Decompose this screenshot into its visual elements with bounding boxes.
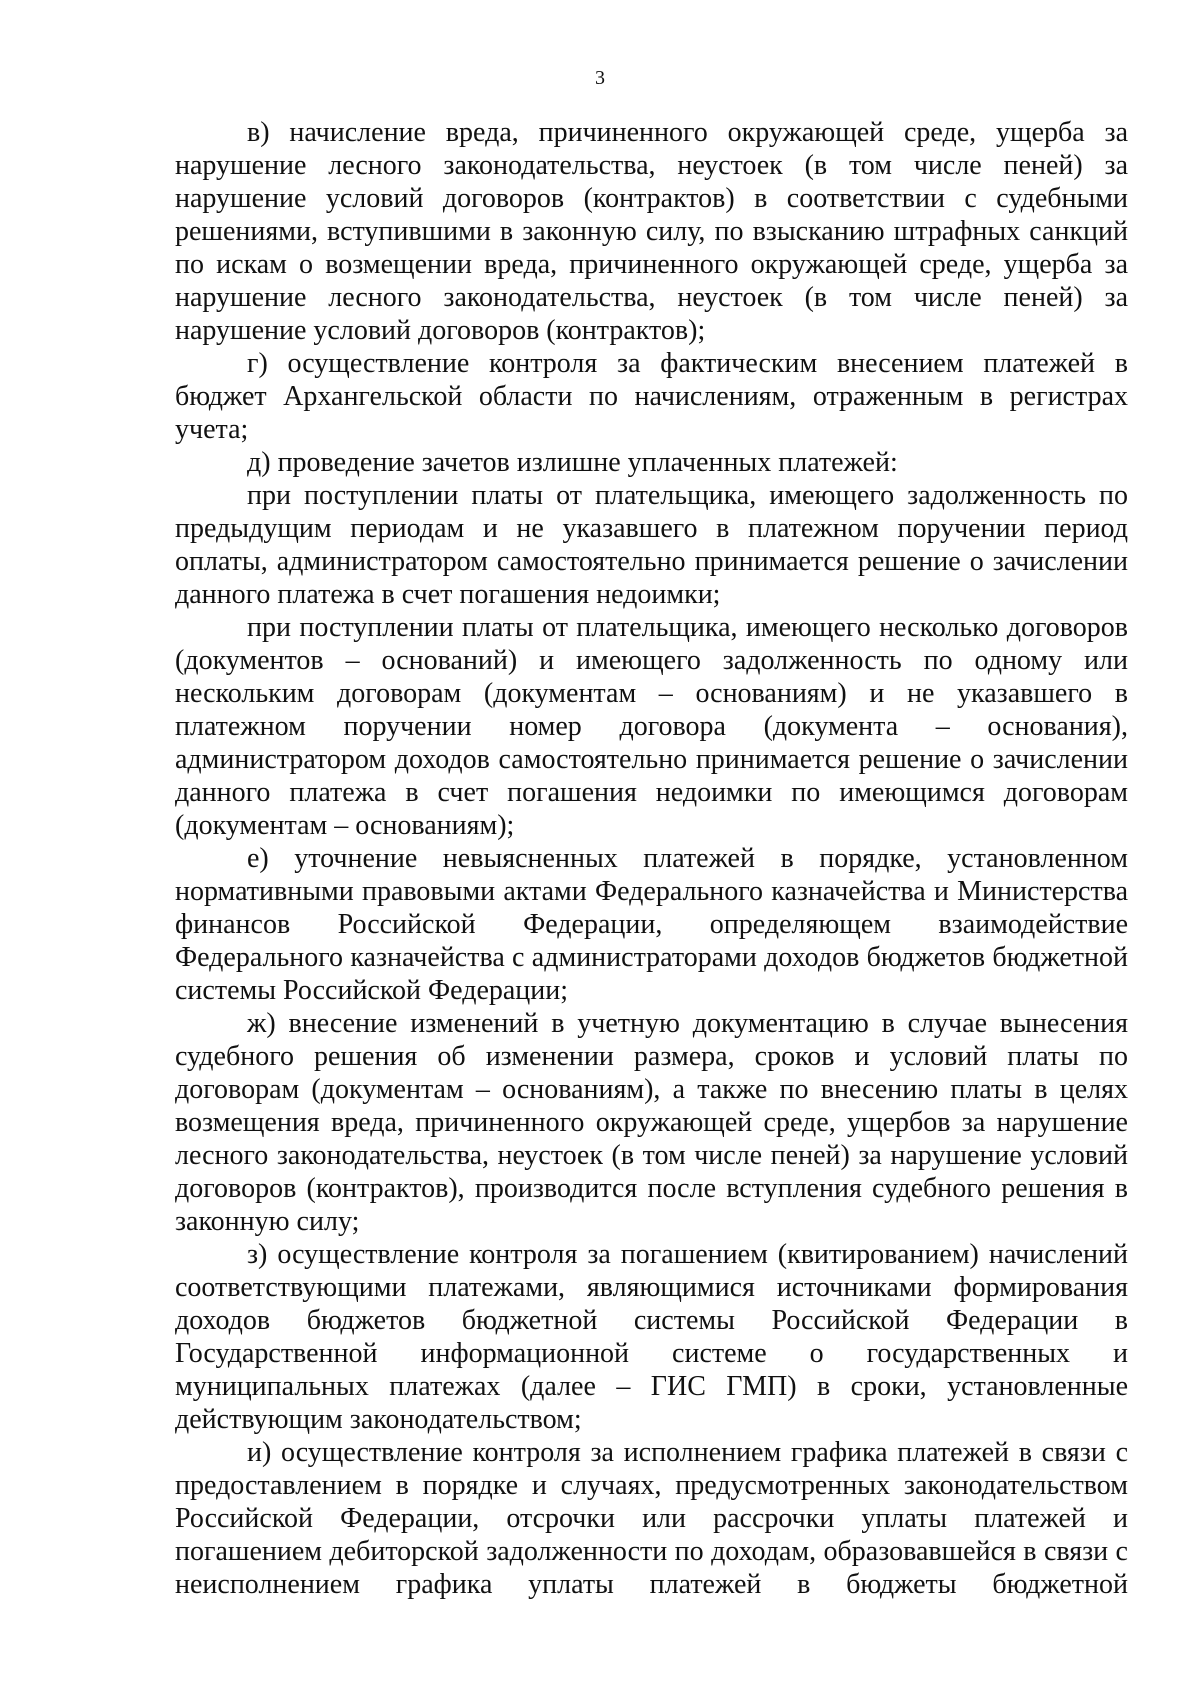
paragraph-d-item-2: при поступлении платы от плательщика, имеющего несколько договоров (документов – оснований) и имеющего задолженность по одному или нескольким договорам (документам – основаниям) и не указавшего в платежном поручении номер договора (документа – основания), администратором доходов самостоятельно принимается решение о зачислении данного платежа в счет погашения недоимки по имеющимся договорам (документам – основаниям); — [175, 612, 1128, 841]
paragraph-v: в) начисление вреда, причиненного окружающей среде, ущерба за нарушение лесного законодательства, неустоек (в том числе пеней) за нарушение условий договоров (контрактов) в соответствии с судебными решениями, вступившими в законную силу, по взысканию штрафных санкций по искам о возмещении вреда, причиненного окружающей среде, ущерба за нарушение лесного законодательства, неустоек (в том числе пеней) за нарушение условий договоров (контрактов); — [175, 117, 1128, 346]
page-number: 3 — [595, 67, 605, 89]
paragraph-d-item-1: при поступлении платы от плательщика, имеющего задолженность по предыдущим периодам и не указавшего в платежном поручении период оплаты, администратором самостоятельно принимается решение о зачислении данного платежа в счет погашения недоимки; — [175, 480, 1128, 610]
paragraph-i: и) осуществление контроля за исполнением графика платежей в связи с предоставлением в порядке и случаях, предусмотренных законодательством Российской Федерации, отсрочки или рассрочки уплаты платежей и погашением дебиторской задолженности по доходам, образовавшейся в связи с неисполнением графика уплаты платежей в бюджеты бюджетной — [175, 1437, 1128, 1600]
paragraph-g: г) осуществление контроля за фактическим внесением платежей в бюджет Архангельской области по начислениям, отраженным в регистрах учета; — [175, 348, 1128, 445]
paragraph-zh: ж) внесение изменений в учетную документацию в случае вынесения судебного решения об изменении размера, сроков и условий платы по договорам (документам – основаниям), а также по внесению платы в целях возмещения вреда, причиненного окружающей среде, ущербов за нарушение лесного законодательства, неустоек (в том числе пеней) за нарушение условий договоров (контрактов), производится после вступления судебного решения в законную силу; — [175, 1008, 1128, 1237]
paragraph-z: з) осуществление контроля за погашением (квитированием) начислений соответствующими платежами, являющимися источниками формирования доходов бюджетов бюджетной системы Российской Федерации в Государственной информационной системе о государственных и муниципальных платежах (далее – ГИС ГМП) в сроки, установленные действующим законодательством; — [175, 1239, 1128, 1435]
document-body — [175, 116, 1128, 1601]
paragraph-e: е) уточнение невыясненных платежей в порядке, установленном нормативными правовыми актами Федерального казначейства и Министерства финансов Российской Федерации, определяющем взаимодействие Федерального казначейства с администраторами доходов бюджетов бюджетной системы Российской Федерации; — [175, 843, 1128, 1006]
paragraph-d: д) проведение зачетов излишне уплаченных платежей: — [247, 447, 898, 478]
